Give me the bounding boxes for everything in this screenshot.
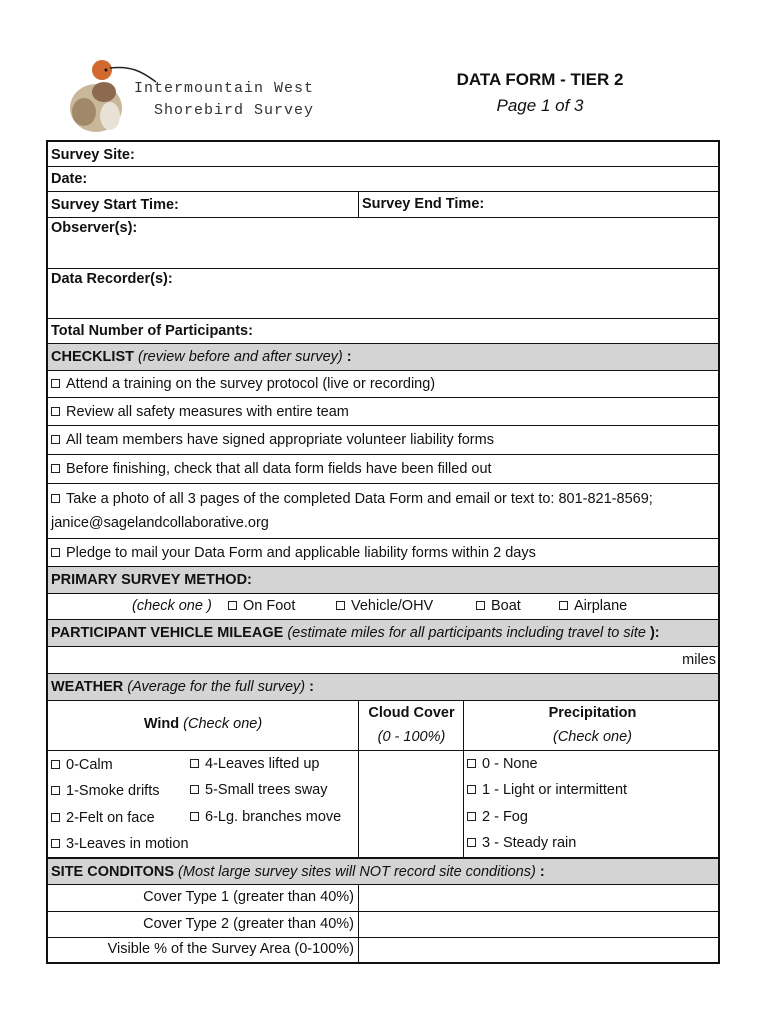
weather-note: (Average for the full survey) [127,679,306,695]
checklist-item-label: Before finishing, check that all data form fields have been filled out [66,461,492,477]
wind-option[interactable] [51,757,113,773]
wind-option[interactable] [51,810,155,826]
method-label: PRIMARY SURVEY METHOD: [51,572,252,588]
cover-type-2-label: Cover Type 2 (greater than 40%) [143,916,354,932]
checklist-note: (review before and after survey) [138,349,343,365]
checkbox-icon[interactable] [51,435,60,444]
method-note: (check one ) [132,598,212,614]
precip-option-label: 1 - Light or intermittent [482,782,628,798]
method-option-on-foot[interactable] [228,598,295,614]
date-label: Date: [51,171,88,187]
wind-title: Wind [143,716,180,732]
wind-option-label: 3-Leaves in motion [66,836,189,852]
wind-option-label: 0-Calm [66,757,113,773]
wind-option-label: 2-Felt on face [66,810,155,826]
method-header [46,566,720,593]
site-header [46,857,720,884]
method-option-label: Airplane [574,598,628,614]
site-colon: : [539,864,545,880]
participants-field[interactable] [46,318,720,343]
mileage-input[interactable] [46,646,720,673]
precip-option[interactable] [467,756,538,772]
wind-option[interactable] [51,783,159,799]
recorders-field[interactable] [46,268,720,318]
wind-option[interactable] [190,756,319,772]
observers-label: Observer(s): [51,220,138,236]
method-option-label: On Foot [243,598,296,614]
checklist-item-label: All team members have signed appropriate volunteer liability forms [66,432,494,448]
site-label: SITE CONDITONS [51,864,174,880]
mileage-unit: miles [682,652,716,668]
checklist-item[interactable] [46,454,720,483]
precip-header: Precipitation [548,705,637,721]
divider [358,191,359,217]
cloud-note: (0 - 100%) [377,729,446,745]
observers-field[interactable] [46,217,720,268]
checkbox-icon[interactable] [467,785,476,794]
precip-option-label: 3 - Steady rain [482,835,577,851]
method-option-vehicle[interactable] [336,598,433,614]
checklist-item-label: Attend a training on the survey protocol (live or recording) [66,376,436,392]
checkbox-icon[interactable] [467,812,476,821]
checklist-item[interactable] [46,538,720,566]
start-time-label: Survey Start Time: [51,197,179,213]
divider [463,700,464,857]
survey-site-field[interactable] [46,140,720,166]
checklist-item-label: Pledge to mail your Data Form and applicable liability forms within 2 days [66,545,536,561]
checkbox-icon[interactable] [51,379,60,388]
cloud-header: Cloud Cover [368,705,455,721]
method-option-label: Vehicle/OHV [351,598,434,614]
checkbox-icon[interactable] [467,759,476,768]
wind-option[interactable] [190,809,341,825]
precip-option[interactable] [467,782,627,798]
logo-text [134,78,314,122]
visible-area-label: Visible % of the Survey Area (0-100%) [107,941,354,957]
weather-label: WEATHER [51,679,124,695]
bird-head-icon [92,60,112,80]
checkbox-icon[interactable] [228,601,237,610]
checkbox-icon[interactable] [190,759,199,768]
mileage-header [46,619,720,646]
email-address: janice@sagelandcollaborative.org [51,515,269,531]
wind-option-label: 1-Smoke drifts [66,783,160,799]
checkbox-icon[interactable] [51,813,60,822]
checklist-item-label: Take a photo of all 3 pages of the completed Data Form and email or text to: 801-821-8569; [66,491,653,507]
checklist-item-label: Review all safety measures with entire team [66,404,349,420]
wind-option-label: 6-Lg. branches move [205,809,342,825]
mileage-label: PARTICIPANT VEHICLE MILEAGE [51,625,284,641]
precip-option[interactable] [467,809,528,825]
logo-line1: Intermountain West [134,80,315,97]
weather-colon: : [309,679,314,695]
checkbox-icon[interactable] [51,407,60,416]
wind-option-label: 5-Small trees sway [205,782,328,798]
checklist-item[interactable] [46,397,720,425]
checklist-label: CHECKLIST [51,349,134,365]
page-indicator: Page 1 of 3 [496,96,584,115]
mileage-note: (estimate miles for all participants including travel to site [287,625,646,641]
precip-option-label: 2 - Fog [482,809,528,825]
checklist-item[interactable] [46,483,720,538]
divider [358,700,359,857]
wind-note: (Check one) [183,716,263,732]
method-option-boat[interactable] [476,598,521,614]
participants-label: Total Number of Participants: [51,323,253,339]
weather-header [46,673,720,700]
wind-option[interactable] [190,782,327,798]
method-option-label: Boat [491,598,521,614]
checkbox-icon[interactable] [51,786,60,795]
method-options-row [46,593,720,619]
logo-line2: Shorebird Survey [154,102,315,119]
precip-note: (Check one) [553,729,632,745]
checklist-header [46,343,720,370]
mileage-close: ): [649,625,660,641]
end-time-label: Survey End Time: [362,196,485,212]
precip-option-label: 0 - None [482,756,538,772]
method-option-airplane[interactable] [559,598,627,614]
checklist-item[interactable] [46,425,720,454]
checkbox-icon[interactable] [467,838,476,847]
divider [358,884,359,963]
divider [46,750,720,751]
checkbox-icon[interactable] [190,812,199,821]
checkbox-icon[interactable] [190,785,199,794]
checkbox-icon[interactable] [51,464,60,473]
checkbox-icon[interactable] [51,760,60,769]
checkbox-icon[interactable] [51,839,60,848]
wind-header [48,716,358,732]
wind-option-label: 4-Leaves lifted up [205,756,320,772]
cover-type-1-label: Cover Type 1 (greater than 40%) [143,889,354,905]
date-field[interactable] [46,166,720,191]
checkbox-icon[interactable] [51,548,60,557]
checkbox-icon[interactable] [336,601,345,610]
wind-option[interactable] [51,836,189,852]
checklist-colon: : [346,349,352,365]
checkbox-icon[interactable] [559,601,568,610]
end-time-field[interactable] [362,191,484,217]
precip-option[interactable] [467,835,576,851]
form-title: DATA FORM - TIER 2 [456,70,624,89]
checklist-item[interactable] [46,370,720,397]
survey-site-label: Survey Site: [51,147,135,163]
site-note: (Most large survey sites will NOT record site conditions) [178,864,536,880]
checkbox-icon[interactable] [51,494,60,503]
checkbox-icon[interactable] [476,601,485,610]
recorders-label: Data Recorder(s): [51,271,173,287]
